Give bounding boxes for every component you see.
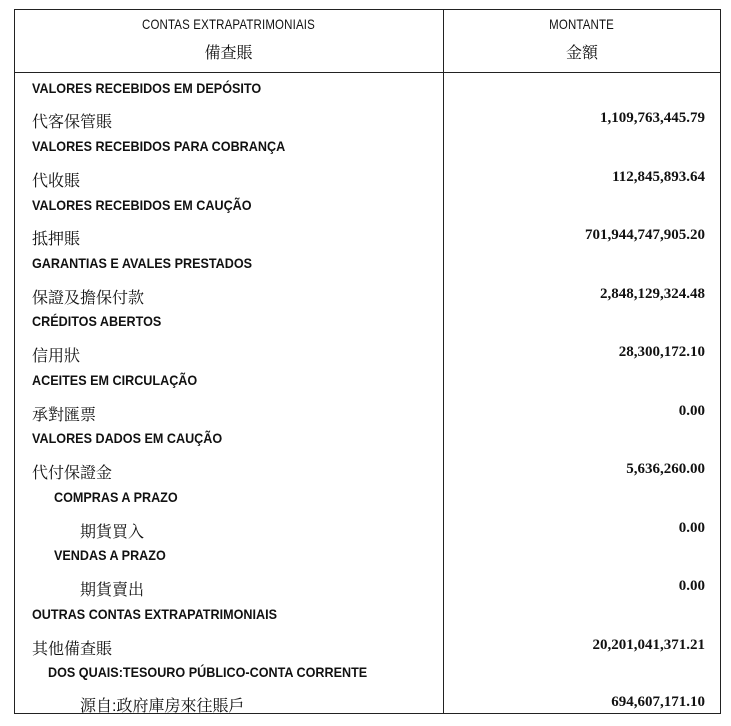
row-amount: 0.00 xyxy=(678,578,705,594)
table-row xyxy=(14,281,721,310)
table-row xyxy=(14,660,721,689)
row-label: 代客保管賬 xyxy=(32,114,113,131)
row-label: VALORES RECEBIDOS PARA COBRANÇA xyxy=(32,138,286,154)
table-row xyxy=(14,485,721,514)
header-amount-zh: 金額 xyxy=(565,45,598,62)
table-row xyxy=(14,105,721,134)
row-label: 代收賬 xyxy=(32,173,81,190)
row-label: VALORES DADOS EM CAUÇÃO xyxy=(32,430,223,446)
row-amount: 28,300,172.10 xyxy=(618,344,705,360)
header-amount-column xyxy=(443,16,721,63)
header-amount-en: MONTANTE xyxy=(549,16,615,32)
table-row xyxy=(14,251,721,280)
row-label: VALORES RECEBIDOS EM DEPÓSITO xyxy=(32,80,262,96)
row-amount: 701,944,747,905.20 xyxy=(585,227,705,243)
header-label-en: CONTAS EXTRAPATRIMONIAIS xyxy=(142,16,315,32)
row-label: 承對匯票 xyxy=(32,407,97,424)
row-label: 代付保證金 xyxy=(32,465,113,482)
table-row xyxy=(14,515,721,544)
table-row xyxy=(14,164,721,193)
header-label-column xyxy=(14,16,443,63)
row-label: 期貨買入 xyxy=(80,524,145,541)
row-label: COMPRAS A PRAZO xyxy=(54,489,178,505)
row-amount: 694,607,171.10 xyxy=(611,694,705,710)
table-row xyxy=(14,368,721,397)
table-row xyxy=(14,543,721,572)
header-divider xyxy=(14,72,721,73)
table-row xyxy=(14,689,721,718)
table-row xyxy=(14,309,721,338)
row-label: 期貨賣出 xyxy=(80,582,145,599)
row-label: OUTRAS CONTAS EXTRAPATRIMONIAIS xyxy=(32,606,278,622)
row-label: 保證及擔保付款 xyxy=(32,290,145,307)
row-label: CRÉDITOS ABERTOS xyxy=(32,313,162,329)
table-row xyxy=(14,222,721,251)
row-label: 源自:政府庫房來往賬戶 xyxy=(80,698,245,715)
row-label: 信用狀 xyxy=(32,348,81,365)
row-amount: 1,109,763,445.79 xyxy=(600,110,705,126)
table-row xyxy=(14,456,721,485)
table-row xyxy=(14,398,721,427)
row-label: DOS QUAIS:TESOURO PÚBLICO-CONTA CORRENTE xyxy=(48,664,368,680)
row-label: GARANTIAS E AVALES PRESTADOS xyxy=(32,255,253,271)
row-amount: 0.00 xyxy=(678,520,705,536)
table-row xyxy=(14,134,721,163)
table-row xyxy=(14,632,721,661)
table-row xyxy=(14,573,721,602)
table-row xyxy=(14,193,721,222)
row-amount: 2,848,129,324.48 xyxy=(600,286,705,302)
row-label: ACEITES EM CIRCULAÇÃO xyxy=(32,372,198,388)
row-label: VALORES RECEBIDOS EM CAUÇÃO xyxy=(32,197,252,213)
table-row xyxy=(14,339,721,368)
row-amount: 20,201,041,371.21 xyxy=(592,637,705,653)
table-row xyxy=(14,76,721,105)
table-row xyxy=(14,602,721,631)
row-amount: 5,636,260.00 xyxy=(626,461,705,477)
row-label: VENDAS A PRAZO xyxy=(54,547,166,563)
row-label: 其他備查賬 xyxy=(32,641,113,658)
row-amount: 0.00 xyxy=(678,403,705,419)
row-amount: 112,845,893.64 xyxy=(612,169,705,185)
row-label: 抵押賬 xyxy=(32,231,81,248)
table-row xyxy=(14,426,721,455)
header-label-zh: 備查賬 xyxy=(204,45,253,62)
